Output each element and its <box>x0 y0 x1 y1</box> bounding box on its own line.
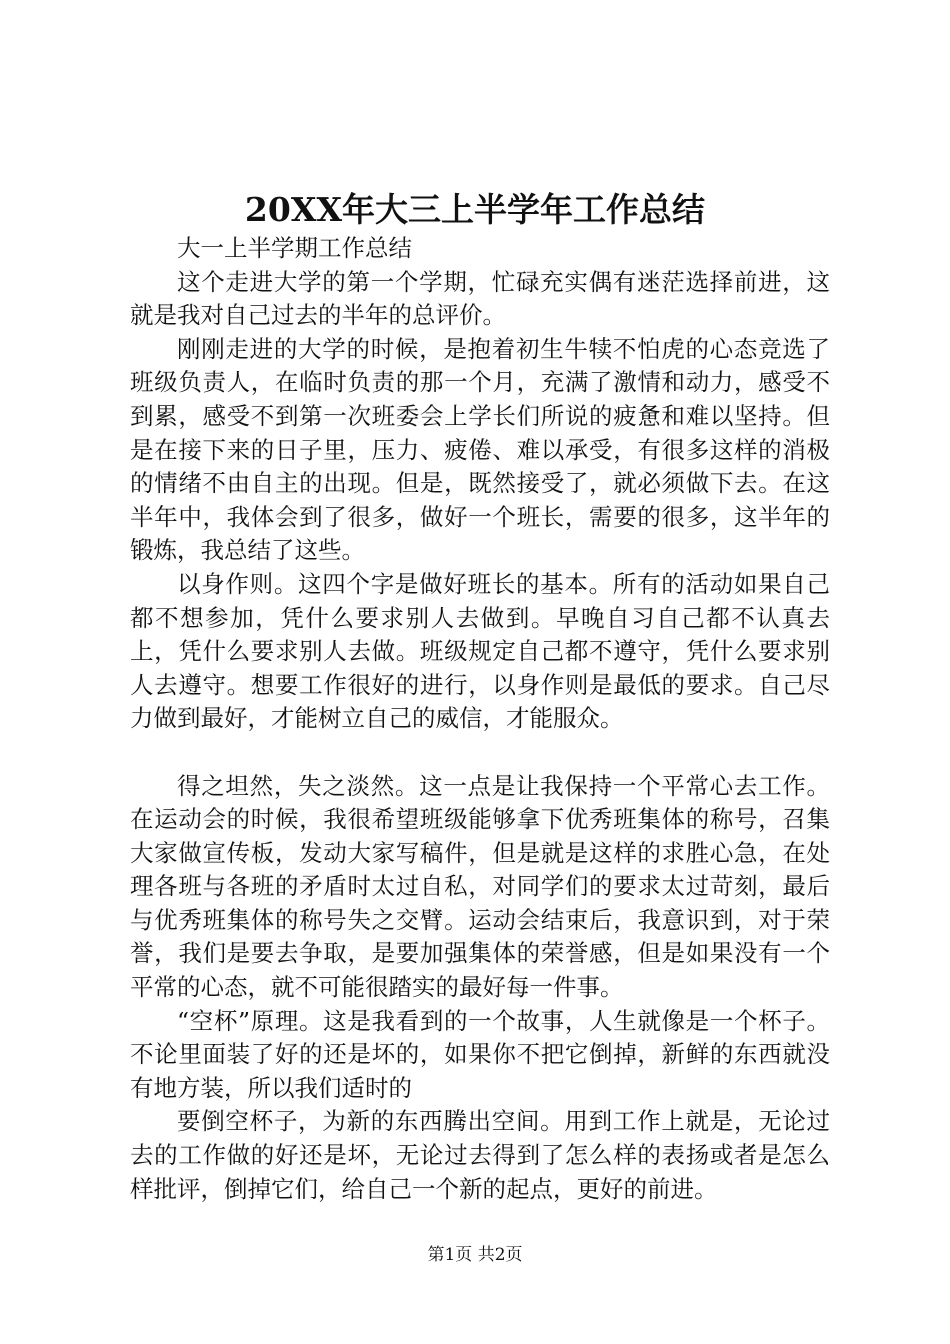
page-number-footer: 第1页 共2页 <box>427 1245 523 1265</box>
paragraph-subtitle: 大一上半学期工作总结 <box>177 234 412 262</box>
paragraph-class-leader: 刚刚走进的大学的时候，是抱着初生牛犊不怕虎的心态竞选了班级负责人，在临时负责的那一个月，充满了激情和动力，感受不到累，感受不到第一次班委会上学长们所说的疲惫和难以坚持。但是在接下来的日子里，压力、疲倦、难以承受，有很多这样的消极的情绪不由自主的出现。但是，既然接受了，就必须做下去。在这半年中，我体会到了很多，做好一个班长，需要的很多，这半年的锻炼，我总结了这些。 <box>130 334 830 565</box>
paragraph-empty-cup: “空杯”原理。这是我看到的一个故事，人生就像是一个杯子。不论里面装了好的还是坏的，如果你不把它倒掉，新鲜的东西就没有地方装，所以我们适时的 <box>130 1006 830 1102</box>
paragraph-intro: 这个走进大学的第一个学期，忙碌充实偶有迷茫选择前进，这就是我对自己过去的半年的总评价。 <box>130 267 830 330</box>
document-title: 20XX年大三上半学年工作总结 <box>244 190 706 229</box>
paragraph-lead-by-example: 以身作则。这四个字是做好班长的基本。所有的活动如果自己都不想参加，凭什么要求别人去做到。早晚自习自己都不认真去上，凭什么要求别人去做。班级规定自己都不遵守，凭什么要求别人去遵守。想要工作很好的进行，以身作则是最低的要求。自己尽力做到最好，才能树立自己的威信，才能服众。 <box>130 569 830 733</box>
document-body <box>130 232 830 1206</box>
paragraph-empty-cup-continued: 要倒空杯子，为新的东西腾出空间。用到工作上就是，无论过去的工作做的好还是坏，无论过去得到了怎么样的表扬或者是怎么样批评，倒掉它们，给自己一个新的起点，更好的前进。 <box>130 1107 830 1203</box>
paragraph-calm-mind: 得之坦然，失之淡然。这一点是让我保持一个平常心去工作。在运动会的时候，我很希望班级能够拿下优秀班集体的称号，召集大家做宣传板，发动大家写稿件，但是就是这样的求胜心急，在处理各班与各班的矛盾时太过自私，对同学们的要求太过苛刻，最后与优秀班集体的称号失之交臂。运动会结束后，我意识到，对于荣誉，我们是要去争取，是要加强集体的荣誉感，但是如果没有一个平常的心态，就不可能很踏实的最好每一件事。 <box>130 771 830 1002</box>
